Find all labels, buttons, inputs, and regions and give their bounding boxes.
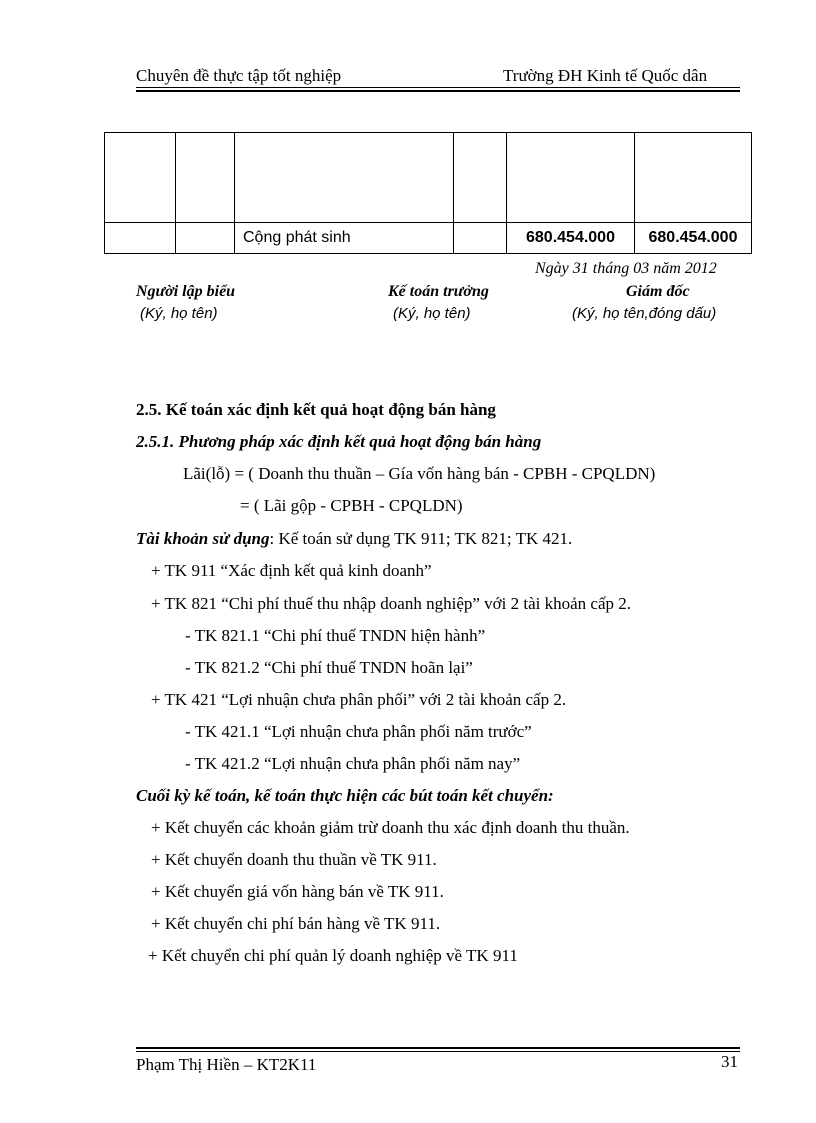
section-heading: 2.5. Kế toán xác định kết quả hoạt động bán hàng (136, 400, 496, 419)
signature-chief-accountant-note: (Ký, họ tên) (393, 305, 471, 322)
list-item: + Kết chuyển doanh thu thuần về TK 911. (151, 850, 437, 869)
list-item: + Kết chuyển chi phí bán hàng về TK 911. (151, 914, 441, 933)
list-item: - TK 421.2 “Lợi nhuận chưa phân phối năm nay” (185, 754, 521, 773)
formula-line-1: Lãi(lỗ) = ( Doanh thu thuần – Gía vốn hàng bán - CPBH - CPQLDN) (183, 464, 656, 483)
list-item: + Kết chuyển giá vốn hàng bán về TK 911. (151, 882, 444, 901)
footer-author: Phạm Thị Hiền – KT2K11 (136, 1055, 317, 1074)
table-row (105, 133, 752, 223)
signature-director-title: Giám đốc (626, 283, 690, 300)
list-item: + TK 821 “Chi phí thuế thu nhập doanh nghiệp” với 2 tài khoản cấp 2. (151, 594, 632, 613)
list-item: - TK 821.2 “Chi phí thuế TNDN hoãn lại” (185, 658, 473, 677)
footer-rule (136, 1051, 740, 1052)
list-item: - TK 821.1 “Chi phí thuế TNDN hiện hành” (185, 626, 486, 645)
date-line: Ngày 31 tháng 03 năm 2012 (535, 260, 717, 277)
section-subheading: 2.5.1. Phương pháp xác định kết quả hoạt động bán hàng (136, 432, 542, 451)
list-item: + Kết chuyển chi phí quản lý doanh nghiệp về TK 911 (148, 946, 518, 965)
ledger-table (104, 132, 752, 254)
footer-rule-thick (136, 1047, 740, 1049)
header-rule (136, 87, 740, 88)
formula-line-2: = ( Lãi gộp - CPBH - CPQLDN) (240, 496, 463, 515)
header-title-right: Trường ĐH Kinh tế Quốc dân (503, 66, 708, 85)
list-item: + TK 911 “Xác định kết quả kinh doanh” (151, 561, 432, 580)
closing-heading: Cuối kỳ kế toán, kế toán thực hiện các bút toán kết chuyển: (136, 786, 554, 805)
signature-chief-accountant-title: Kế toán trưởng (388, 283, 489, 300)
total-label: Cộng phát sinh (235, 223, 454, 254)
accounts-used-text: : Kế toán sử dụng TK 911; TK 821; TK 421. (269, 529, 573, 548)
list-item: + Kết chuyển các khoản giảm trừ doanh thu xác định doanh thu thuần. (151, 818, 630, 837)
signature-preparer-note: (Ký, họ tên) (140, 305, 218, 322)
header-rule-thick (136, 90, 740, 92)
page-number: 31 (721, 1052, 738, 1071)
header-title-left: Chuyên đề thực tập tốt nghiệp (136, 66, 342, 85)
credit-total: 680.454.000 (635, 223, 752, 254)
table-total-row (105, 223, 752, 254)
signature-director-note: (Ký, họ tên,đóng dấu) (572, 305, 717, 322)
debit-total: 680.454.000 (507, 223, 635, 254)
signature-preparer-title: Người lập biểu (136, 283, 236, 300)
list-item: + TK 421 “Lợi nhuận chưa phân phối” với 2 tài khoản cấp 2. (151, 690, 567, 709)
accounts-used-label: Tài khoản sử dụng (136, 529, 270, 548)
list-item: - TK 421.1 “Lợi nhuận chưa phân phối năm trước” (185, 722, 532, 741)
accounts-used (136, 529, 572, 549)
